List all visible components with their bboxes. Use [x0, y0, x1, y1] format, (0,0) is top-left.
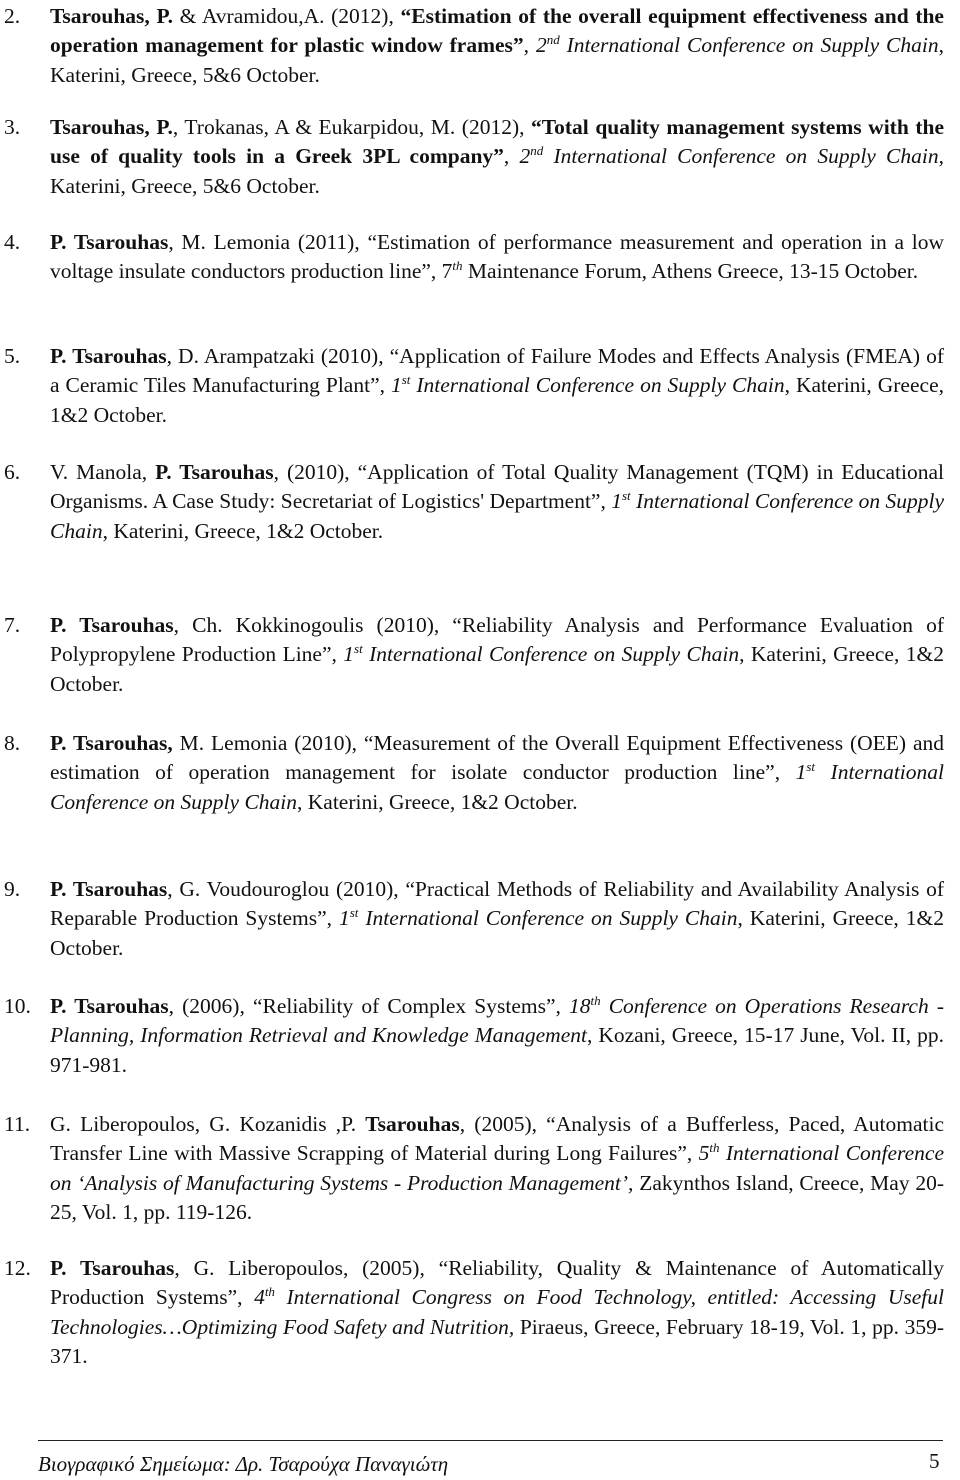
- reference-number: 3.: [4, 115, 21, 139]
- reference-segment: , G. Voudouroglou (2010), “Practical Methods of Reliability and Availability Analysis of Reparable Production Systems”,: [50, 877, 944, 931]
- reference-text: [50, 1110, 944, 1228]
- reference-segment: , Katerini, Greece, 1&2 October.: [50, 373, 944, 427]
- footer-title: Βιογραφικό Σημείωμα: Δρ. Τσαρούχα Παναγιώτη: [38, 1452, 449, 1476]
- reference-segment: , Katerini, Greece, 5&6 October.: [50, 33, 944, 87]
- reference-item: [4, 611, 944, 699]
- reference-segment: , D. Arampatzaki (2010), “Application of Failure Modes and Effects Analysis (FMEA) of a Ceramic Tiles Manufacturing Plant”,: [50, 344, 944, 398]
- reference-segment: th: [264, 1284, 275, 1300]
- reference-item: [4, 342, 944, 430]
- reference-segment: 2: [535, 33, 547, 58]
- reference-segment: M. Lemonia (2010), “Measurement of the Overall Equipment Effectiveness (OEE) and estimation of operation management for isolate conductor production line”,: [50, 731, 944, 785]
- reference-segment: th: [590, 993, 601, 1008]
- reference-segment: , Kozani, Greece, 15-17 June, Vol. II, pp. 971-981.: [50, 1023, 945, 1077]
- reference-text: [50, 1254, 944, 1372]
- reference-text: [50, 992, 944, 1080]
- reference-text: [50, 611, 944, 699]
- reference-item: [4, 458, 944, 546]
- reference-text: [50, 729, 944, 817]
- reference-segment: International Conference on ‘Analysis of Manufacturing Systems - Production Management’,: [50, 1141, 944, 1195]
- reference-segment: , Katerini, Greece, 1&2 October.: [102, 518, 384, 543]
- reference-text: [50, 342, 944, 430]
- reference-segment: , Katerini, Greece, 1&2 October.: [50, 642, 944, 696]
- reference-segment: Conference on Operations Research - Planning, Information Retrieval and Knowledge Management: [50, 994, 944, 1048]
- reference-segment: International Conference on Supply Chain: [50, 489, 944, 543]
- reference-segment: Maintenance Forum, Athens Greece, 13-15 October.: [462, 259, 919, 284]
- reference-segment: P. Tsarouhas,: [50, 731, 173, 755]
- reference-text: [50, 228, 944, 287]
- reference-segment: , Katerini, Greece, 5&6 October.: [50, 144, 944, 198]
- reference-item: [4, 2, 944, 90]
- reference-segment: 2: [519, 144, 531, 169]
- reference-segment: P. Tsarouhas: [50, 230, 169, 254]
- reference-text: [50, 2, 944, 90]
- page-number: 5: [929, 1449, 940, 1473]
- reference-number: 6.: [4, 460, 21, 484]
- reference-segment: P. Tsarouhas: [155, 460, 274, 484]
- reference-number: 11.: [4, 1112, 31, 1136]
- reference-number: 12.: [4, 1256, 31, 1280]
- reference-item: [4, 875, 944, 963]
- reference-segment: International Conference on Supply Chain: [559, 33, 939, 58]
- reference-item: [4, 729, 944, 817]
- reference-segment: 4: [254, 1285, 265, 1310]
- reference-segment: nd: [530, 143, 544, 159]
- reference-segment: th: [452, 258, 463, 274]
- reference-segment: st: [401, 372, 411, 388]
- reference-segment: , (2005), “Analysis of a Bufferless, Paced, Automatic Transfer Line with Massive Scrapping of Material during Long Failures”,: [50, 1112, 945, 1166]
- reference-segment: International Conference on Supply Chain: [50, 760, 944, 814]
- reference-segment: , (2010), “Application of Total Quality Management (TQM) in Educational Organisms. A Case Study: Secretariat of Logistics' Department”,: [50, 460, 944, 514]
- reference-number: 7.: [4, 613, 21, 637]
- reference-text: [50, 875, 944, 963]
- reference-segment: , Katerini, Greece, 1&2 October.: [297, 789, 578, 814]
- reference-number: 4.: [4, 230, 21, 254]
- reference-segment: st: [354, 641, 363, 657]
- reference-number: 2.: [4, 4, 21, 28]
- reference-segment: , G. Liberopoulos, (2005), “Reliability, Quality & Maintenance of Automatically Production Systems”,: [50, 1256, 944, 1310]
- reference-segment: st: [806, 759, 816, 775]
- reference-segment: ,: [523, 33, 536, 58]
- reference-segment: International Conference on Supply Chain: [543, 144, 939, 169]
- reference-segment: 1: [390, 373, 402, 398]
- reference-item: [4, 228, 944, 287]
- reference-segment: 1: [343, 642, 355, 667]
- reference-segment: P. Tsarouhas: [50, 613, 174, 637]
- reference-item: [4, 992, 944, 1080]
- reference-text: [50, 113, 944, 201]
- reference-segment: st: [349, 905, 359, 921]
- reference-segment: & Avramidou,A. (2012),: [173, 4, 401, 28]
- reference-text: [50, 458, 944, 546]
- reference-segment: , Katerini, Greece, 1&2 October.: [50, 906, 944, 960]
- reference-item: [4, 1110, 944, 1228]
- reference-segment: 18: [568, 994, 591, 1018]
- reference-segment: th: [709, 1140, 720, 1156]
- reference-segment: st: [622, 488, 631, 504]
- reference-segment: 1: [338, 906, 350, 931]
- reference-segment: ,: [503, 144, 520, 169]
- reference-segment: 5: [698, 1141, 710, 1166]
- reference-segment: , M. Lemonia (2011), “Estimation of performance measurement and operation in a low voltage insulate conductors production line”, 7: [50, 230, 944, 284]
- reference-segment: P. Tsarouhas: [50, 344, 167, 368]
- reference-number: 8.: [4, 731, 21, 755]
- reference-segment: “Total quality management systems with the use of quality tools in a Greek 3PL company”: [50, 115, 944, 169]
- reference-segment: International Conference on Supply Chain: [410, 373, 785, 398]
- reference-segment: “Estimation of the overall equipment effectiveness and the operation management for plastic window frames”: [50, 4, 944, 58]
- reference-number: 5.: [4, 344, 21, 368]
- reference-segment: International Conference on Supply Chain: [362, 642, 740, 667]
- reference-segment: G. Liberopoulos, G. Kozanidis ,P.: [50, 1112, 366, 1136]
- reference-segment: Tsarouhas, P.: [50, 115, 173, 139]
- reference-segment: nd: [546, 32, 560, 48]
- reference-number: 10.: [4, 994, 31, 1018]
- reference-segment: P. Tsarouhas: [50, 1256, 175, 1280]
- reference-number: 9.: [4, 877, 21, 901]
- reference-segment: , Ch. Kokkinogoulis (2010), “Reliability Analysis and Performance Evaluation of Polypropylene Production Line”,: [50, 613, 944, 667]
- reference-segment: Piraeus, Greece, February 18-19, Vol. 1, pp. 359-371.: [50, 1314, 945, 1369]
- reference-segment: P. Tsarouhas: [50, 877, 168, 901]
- reference-segment: V. Manola,: [50, 460, 156, 484]
- reference-segment: Tsarouhas: [365, 1112, 460, 1136]
- reference-item: [4, 1254, 944, 1372]
- reference-segment: Tsarouhas, P.: [50, 4, 173, 28]
- reference-segment: P. Tsarouhas: [50, 994, 169, 1018]
- reference-segment: 1: [611, 489, 622, 514]
- footer-divider: [38, 1440, 943, 1441]
- reference-segment: , Trokanas, A & Eukarpidou, M. (2012),: [172, 115, 532, 139]
- reference-segment: International Conference on Supply Chain: [358, 906, 738, 931]
- reference-segment: , (2006), “Reliability of Complex Systems”,: [168, 994, 569, 1018]
- reference-item: [4, 113, 944, 201]
- reference-segment: International Congress on Food Technology, entitled: Accessing Useful Technologies…Optimizing Food Safety and Nutrition,: [50, 1285, 944, 1339]
- reference-segment: Zakynthos Island, Creece, May 20-25, Vol. 1, pp. 119-126.: [50, 1170, 944, 1225]
- reference-segment: 1: [795, 760, 807, 785]
